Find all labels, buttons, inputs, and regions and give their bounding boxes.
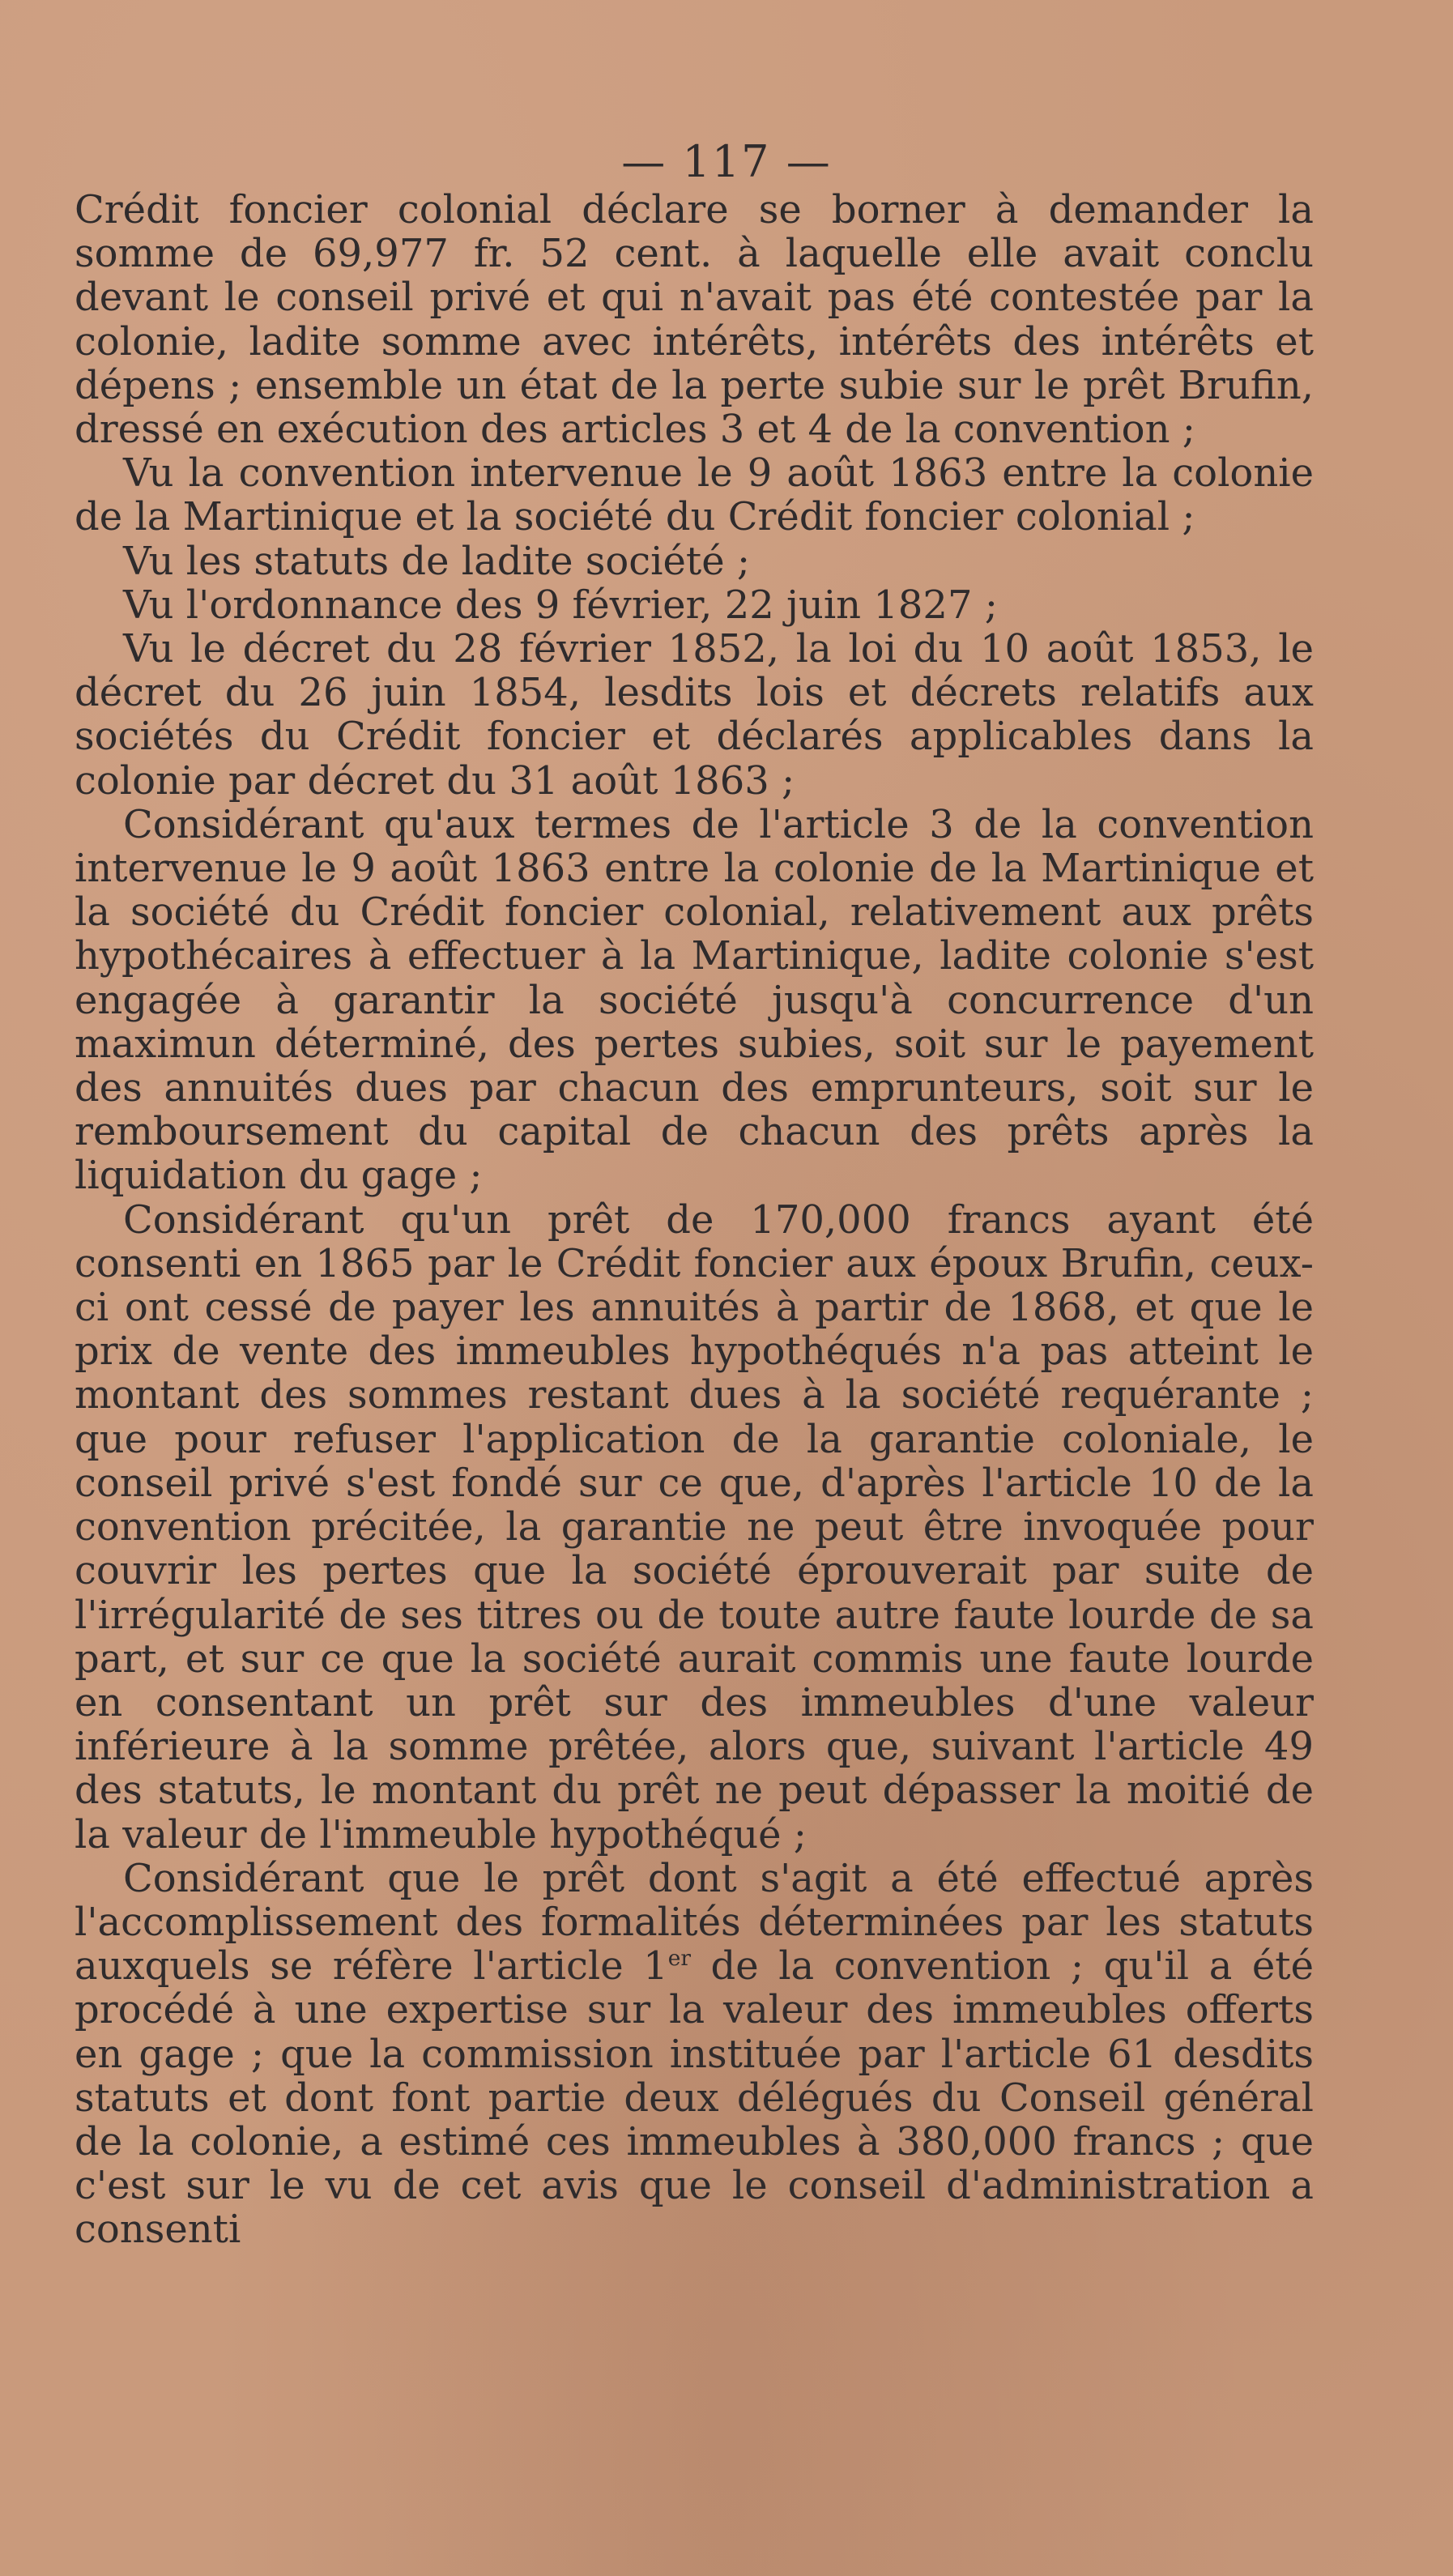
- paragraph-considerant-3: [75, 1857, 1314, 2252]
- paragraph-vu-statuts: Vu les statuts de ladite société ;: [123, 538, 751, 584]
- paragraph-text-start: Considérant que le prêt dont s'agit a été effectué après l'accomplissement des formalités déterminées par les statuts auxquels se réfère l'article 1: [75, 1855, 1314, 1990]
- body-text: [75, 188, 1314, 2252]
- ordinal-superscript: er: [667, 1946, 691, 1972]
- paragraph-text-end: de la convention ; qu'il a été procédé à une expertise sur la valeur des immeubles offerts en gage ; que la commission instituée par l'article 61 desdits statuts et dont font partie deux délégués du Conseil général de la colonie, a estimé ces immeubles à 380,000 francs ; que c'est sur le vu de cet avis que le conseil d'administration a consenti: [75, 1943, 1314, 2253]
- paragraph-vu-convention: Vu la convention intervenue le 9 août 1863 entre la colonie de la Martinique et la société du Crédit foncier colonial ;: [75, 450, 1314, 540]
- paragraph-considerant-1: Considérant qu'aux termes de l'article 3 de la convention intervenue le 9 août 1863 entre la colonie de la Martinique et la société du Crédit foncier colonial, relativement aux prêts hypothécaires à effectuer à la Martinique, ladite colonie s'est engagée à garantir la société jusqu'à concurrence d'un maximun déterminé, des pertes subies, soit sur le payement des annuités dues par chacun des emprunteurs, soit sur le remboursement du capital de chacun des prêts après la liquidation du gage ;: [75, 801, 1314, 1199]
- paragraph-vu-ordonnance: Vu l'ordonnance des 9 février, 22 juin 1827 ;: [123, 582, 998, 628]
- paragraph-considerant-2: Considérant qu'un prêt de 170,000 francs ayant été consenti en 1865 par le Crédit foncier aux époux Brufin, ceux-ci ont cessé de payer les annuités à partir de 1868, et que le prix de vente des immeubles hypothéqués n'a pas atteint le montant des sommes restant dues à la société requérante ; que pour refuser l'application de la garantie coloniale, le conseil privé s'est fondé sur ce que, d'après l'article 10 de la convention précitée, la garantie ne peut être invoquée pour couvrir les pertes que la société éprouverait par suite de l'irrégularité de ses titres ou de toute autre faute lourde de sa part, et sur ce que la société aurait commis une faute lourde en consentant un prêt sur des immeubles d'une valeur inférieure à la somme prêtée, alors que, suivant l'article 49 des statuts, le montant du prêt ne peut dépasser la moitié de la valeur de l'immeuble hypothéqué ;: [75, 1196, 1314, 1857]
- paragraph-vu-decret: Vu le décret du 28 février 1852, la loi du 10 août 1853, le décret du 26 juin 1854, lesdits lois et décrets relatifs aux sociétés du Crédit foncier et déclarés applicables dans la colonie par décret du 31 août 1863 ;: [75, 626, 1314, 804]
- paragraph-continuation: Crédit foncier colonial déclare se borner à demander la somme de 69,977 fr. 52 cent. à laquelle elle avait conclu devant le conseil privé et qui n'avait pas été contestée par la colonie, ladite somme avec intérêts, intérêts des intérêts et dépens ; ensemble un état de la perte subie sur le prêt Brufin, dressé en exécution des articles 3 et 4 de la convention ;: [75, 187, 1314, 453]
- page-number: — 117 —: [621, 136, 832, 187]
